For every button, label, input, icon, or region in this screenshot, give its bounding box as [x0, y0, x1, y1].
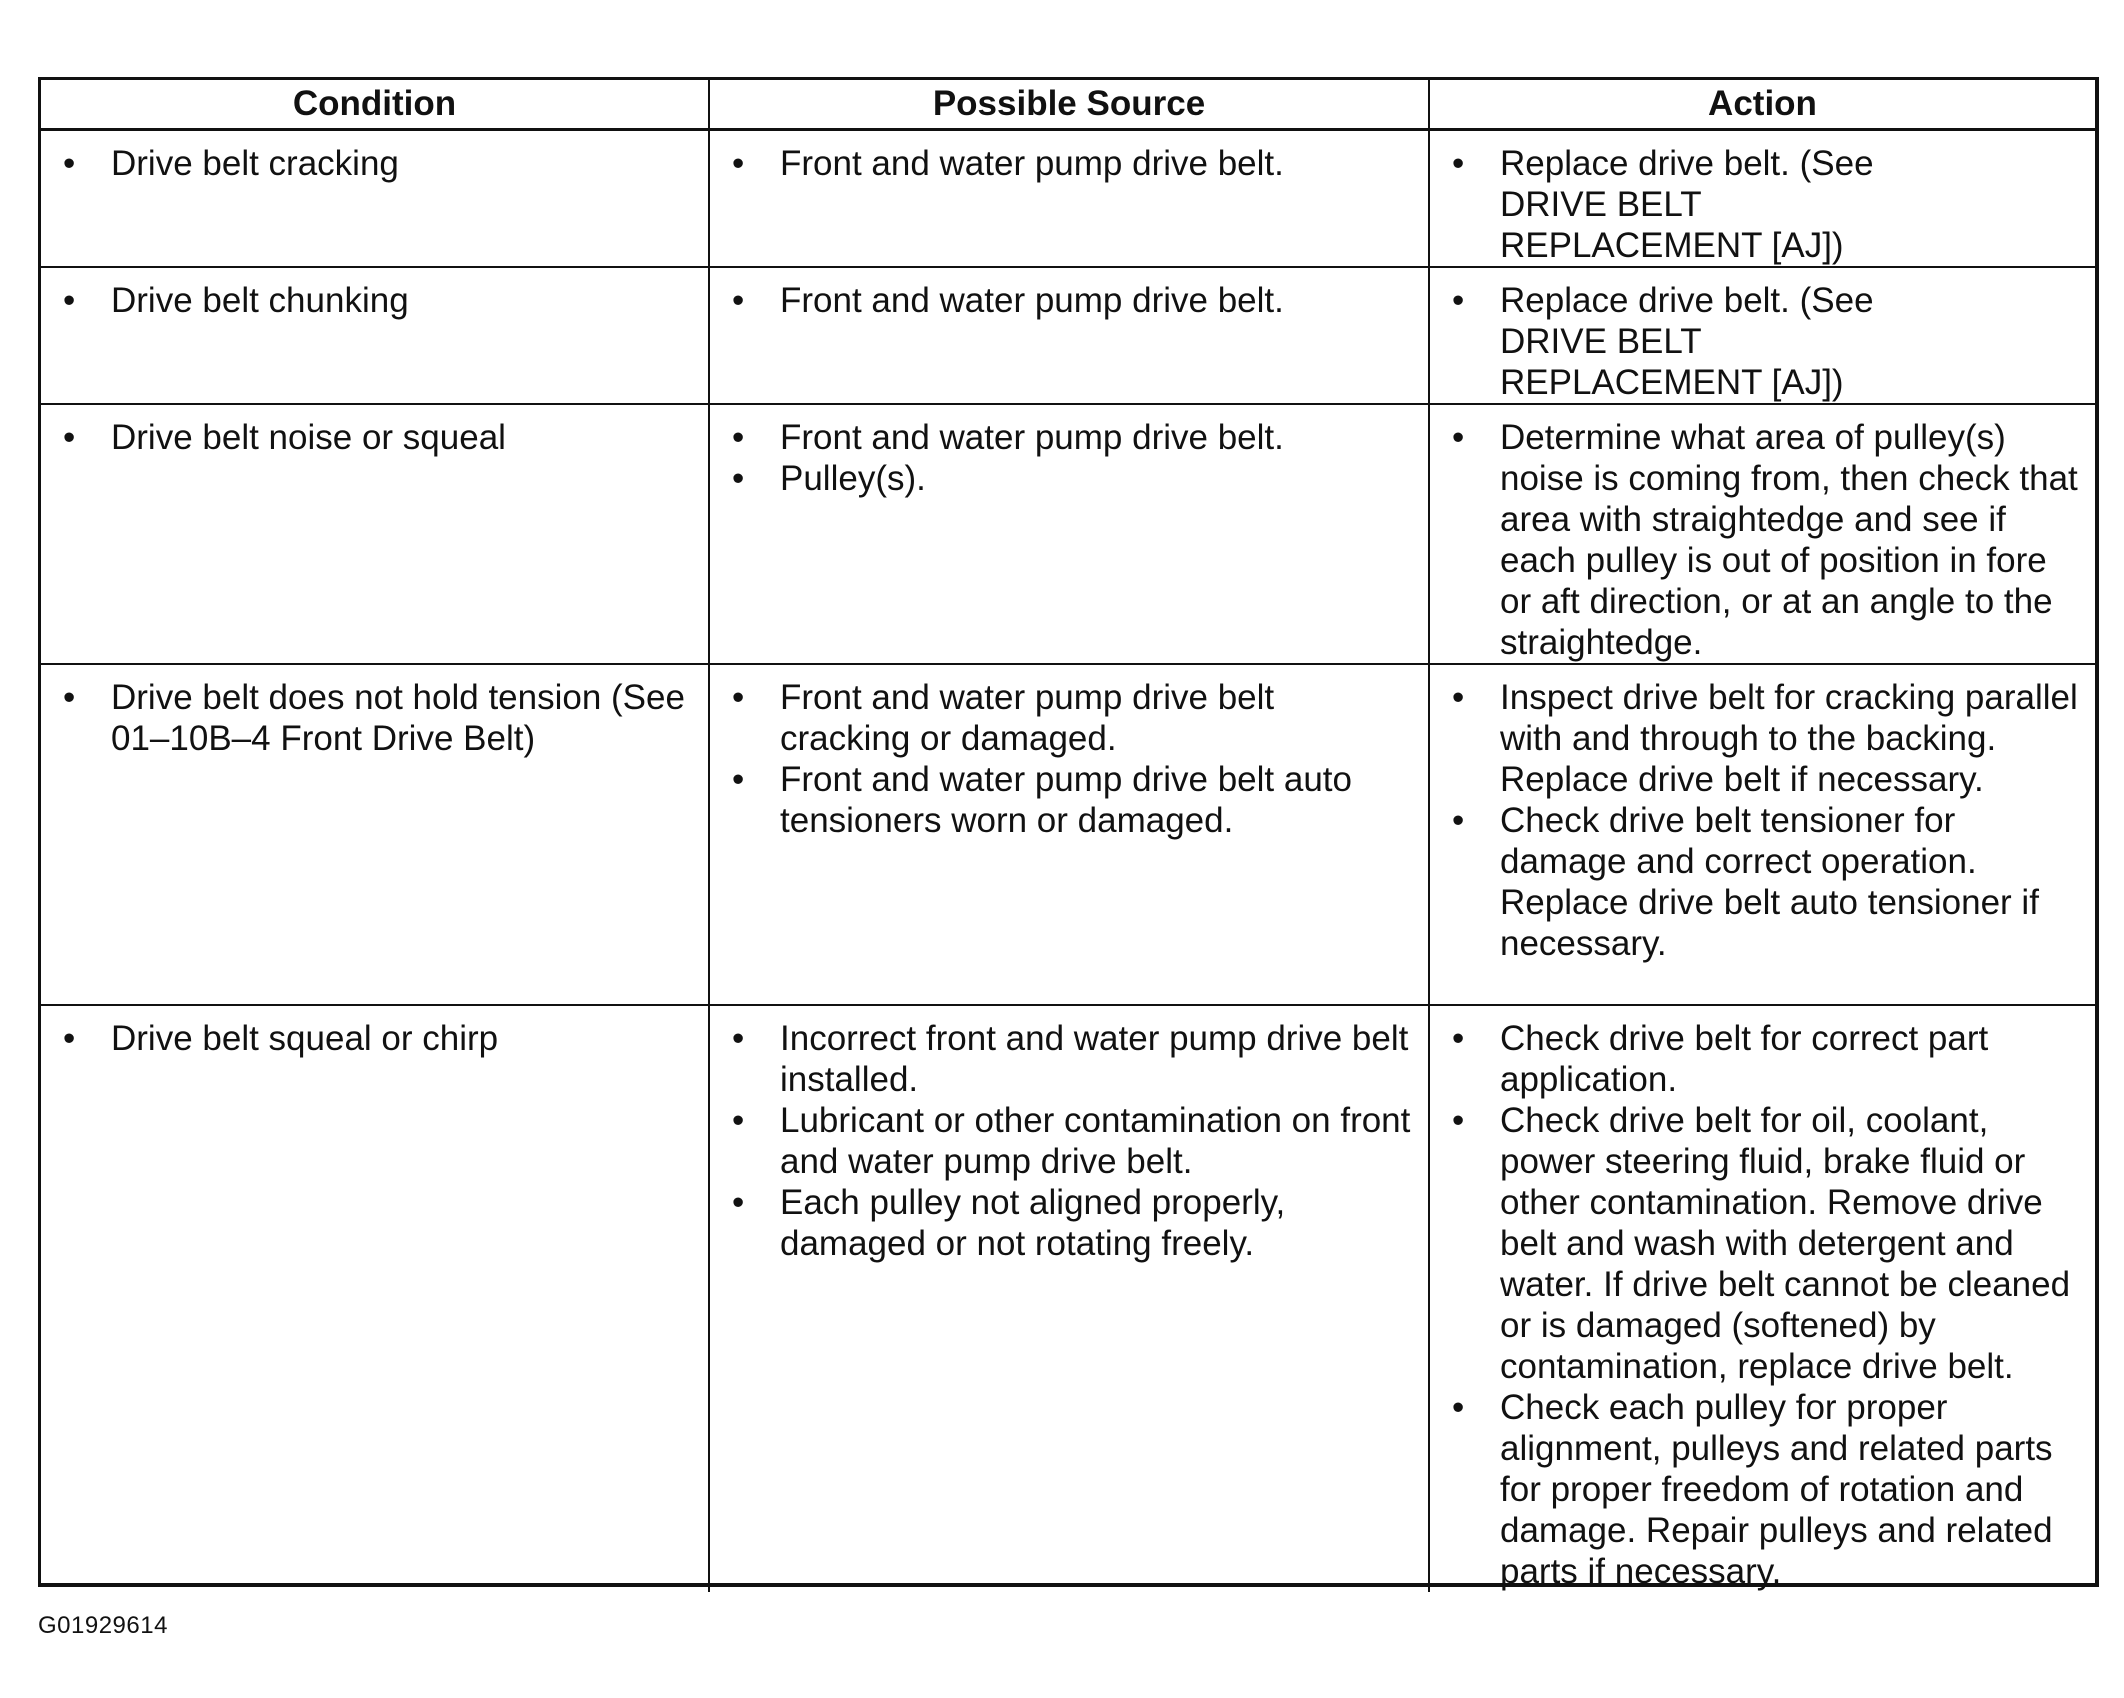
figure-id: G01929614: [38, 1612, 168, 1639]
source-cell: [709, 664, 1429, 1005]
table-row: [41, 129, 2095, 267]
source-cell: [709, 1005, 1429, 1592]
list-item: • Replace drive belt. (See DRIVE BELT REPLACEMENT [AJ]): [1430, 280, 1935, 403]
action-cell: [1429, 267, 2095, 404]
list-item: • Each pulley not aligned properly, damaged or not rotating freely.: [710, 1182, 1414, 1264]
diagnosis-table-frame: [38, 77, 2099, 1591]
list-item: • Drive belt noise or squeal: [41, 417, 694, 458]
list-item: • Check drive belt for oil, coolant, power steering fluid, brake fluid or other contamination. Remove drive belt and wash with detergent and water. If drive belt cannot be cleaned or is damaged (softened) by contamination, replace drive belt.: [1430, 1100, 2081, 1387]
diagnosis-table: [41, 80, 2095, 1592]
action-cell: [1429, 1005, 2095, 1592]
table-header-row: [41, 80, 2095, 129]
list-item: • Front and water pump drive belt.: [710, 417, 1414, 458]
action-cell: [1429, 664, 2095, 1005]
condition-cell: [41, 404, 709, 664]
list-item: • Front and water pump drive belt cracking or damaged.: [710, 677, 1414, 759]
list-item: • Drive belt cracking: [41, 143, 694, 184]
list-item: • Inspect drive belt for cracking parallel with and through to the backing. Replace drive belt if necessary.: [1430, 677, 2081, 800]
list-item: • Pulley(s).: [710, 458, 1414, 499]
action-cell: [1429, 404, 2095, 664]
table-row: [41, 664, 2095, 1005]
condition-cell: [41, 1005, 709, 1592]
condition-cell: [41, 129, 709, 267]
table-row: [41, 267, 2095, 404]
list-item: • Check drive belt for correct part application.: [1430, 1018, 2081, 1100]
list-item: • Lubricant or other contamination on front and water pump drive belt.: [710, 1100, 1414, 1182]
list-item: • Check drive belt tensioner for damage and correct operation. Replace drive belt auto tensioner if necessary.: [1430, 800, 2081, 964]
source-cell: [709, 404, 1429, 664]
condition-cell: [41, 267, 709, 404]
list-item: • Determine what area of pulley(s) noise is coming from, then check that area with straightedge and see if each pulley is out of position in fore or aft direction, or at an angle to the straightedge.: [1430, 417, 2081, 663]
column-header-condition: Condition: [41, 80, 709, 129]
column-header-possible-source: Possible Source: [709, 80, 1429, 129]
action-cell: [1429, 129, 2095, 267]
list-item: • Check each pulley for proper alignment, pulleys and related parts for proper freedom of rotation and damage. Repair pulleys and related parts if necessary.: [1430, 1387, 2081, 1592]
list-item: • Drive belt squeal or chirp: [41, 1018, 694, 1059]
table-row: [41, 1005, 2095, 1592]
condition-cell: [41, 664, 709, 1005]
table-row: [41, 404, 2095, 664]
column-header-action: Action: [1429, 80, 2095, 129]
list-item: • Front and water pump drive belt auto tensioners worn or damaged.: [710, 759, 1414, 841]
list-item: • Replace drive belt. (See DRIVE BELT REPLACEMENT [AJ]): [1430, 143, 1935, 266]
list-item: • Incorrect front and water pump drive belt installed.: [710, 1018, 1414, 1100]
list-item: • Front and water pump drive belt.: [710, 280, 1414, 321]
list-item: • Front and water pump drive belt.: [710, 143, 1414, 184]
source-cell: [709, 129, 1429, 267]
source-cell: [709, 267, 1429, 404]
list-item: • Drive belt does not hold tension (See 01–10B–4 Front Drive Belt): [41, 677, 694, 759]
list-item: • Drive belt chunking: [41, 280, 694, 321]
